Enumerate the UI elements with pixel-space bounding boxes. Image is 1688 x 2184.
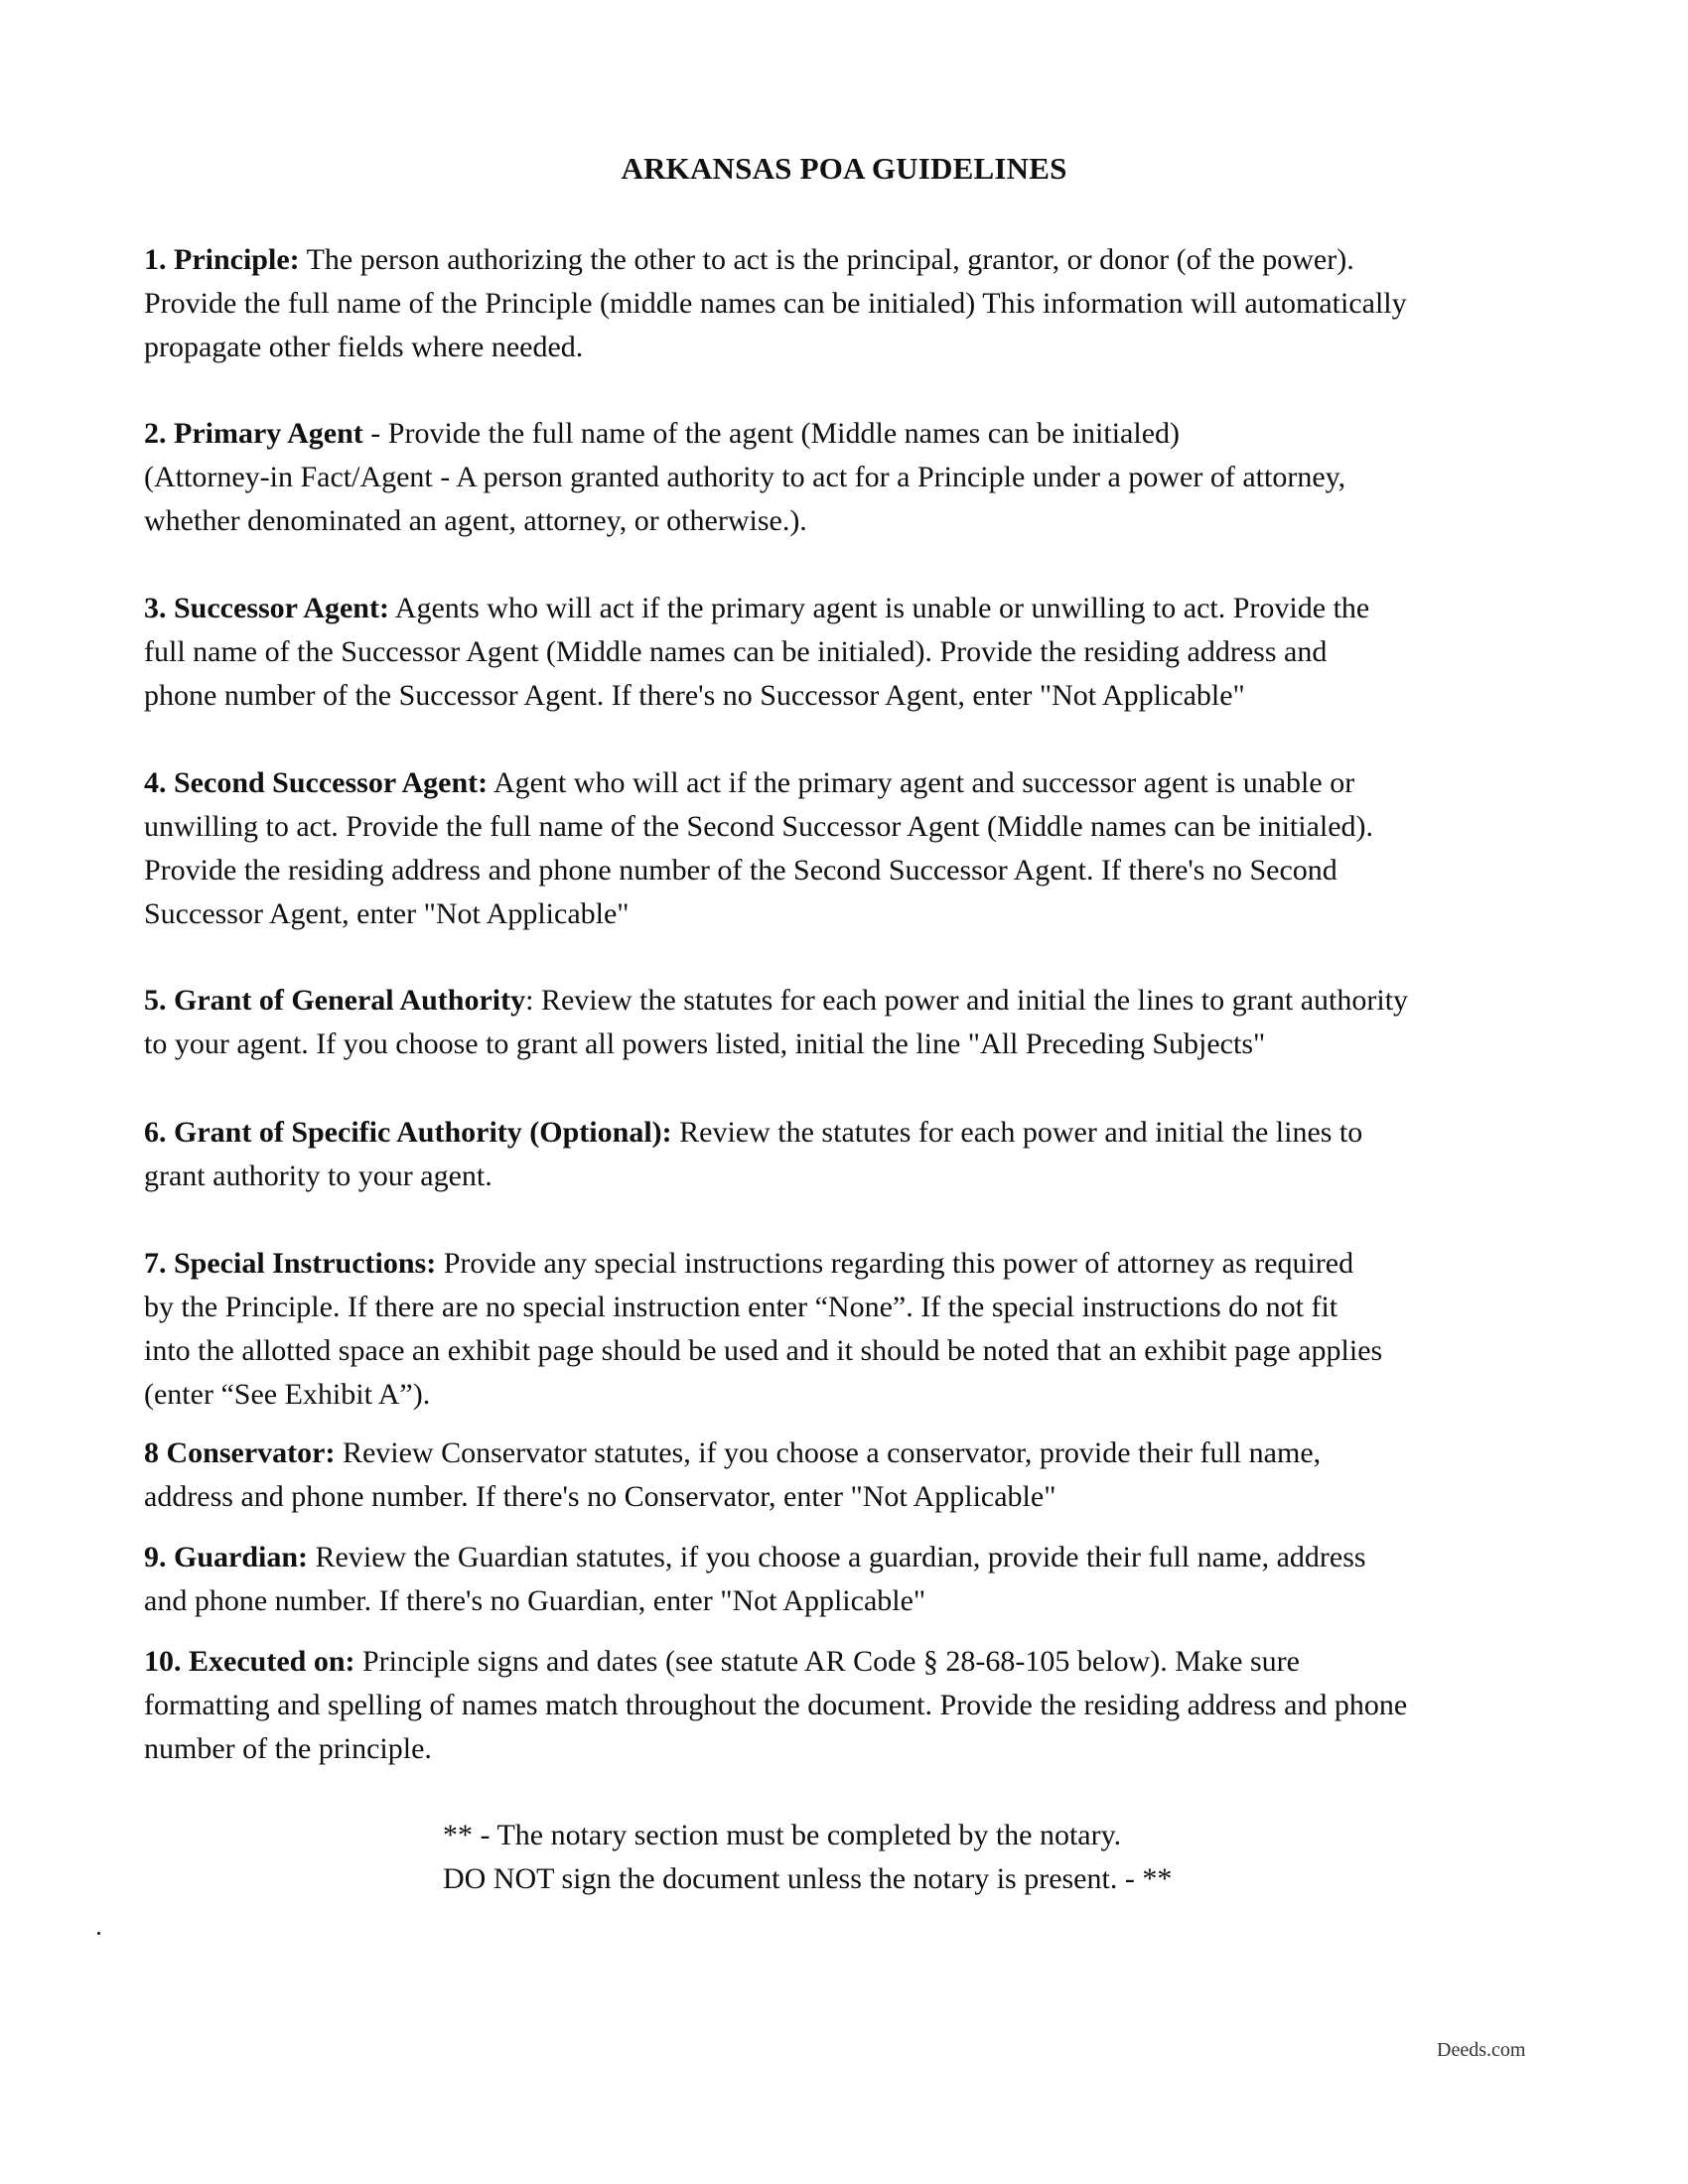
section-primary-agent — [144, 412, 1554, 543]
section-line: 8 Conservator: Review Conservator statutes, if you choose a conservator, provide their full name, — [144, 1436, 1322, 1469]
document-title: ARKANSAS POA GUIDELINES — [621, 151, 1067, 186]
section-successor-agent — [144, 587, 1554, 718]
section-heading: 3. Successor Agent: — [144, 592, 389, 624]
section-heading: 4. Second Successor Agent: — [144, 766, 489, 799]
section-line: 6. Grant of Specific Authority (Optional): Review the statutes for each power and initial the lines to — [144, 1116, 1363, 1149]
section-line: 10. Executed on: Principle signs and dates (see statute AR Code § 28-68-105 below). Make sure — [144, 1645, 1300, 1678]
section-heading: 1. Principle: — [144, 243, 300, 276]
section-line: unwilling to act. Provide the full name of the Second Successor Agent (Middle names can be initialed). — [144, 810, 1374, 843]
section-heading: 6. Grant of Specific Authority (Optional): — [144, 1116, 672, 1149]
stray-dot — [97, 1932, 100, 1935]
section-line: 9. Guardian: Review the Guardian statutes, if you choose a guardian, provide their full name, address — [144, 1541, 1366, 1573]
section-line: to your agent. If you choose to grant all powers listed, initial the line "All Preceding Subjects" — [144, 1027, 1266, 1060]
section-line: formatting and spelling of names match throughout the document. Provide the residing address and phone — [144, 1689, 1408, 1721]
section-line: Successor Agent, enter "Not Applicable" — [144, 897, 630, 930]
section-line: number of the principle. — [144, 1732, 432, 1765]
section-line: by the Principle. If there are no special instruction enter “None”. If the special instructions do not fit — [144, 1291, 1338, 1323]
section-line: (Attorney-in Fact/Agent - A person granted authority to act for a Principle under a power of attorney, — [144, 461, 1346, 493]
notary-notice-line: ** - The notary section must be completed by the notary. — [443, 1819, 1122, 1851]
section-line: address and phone number. If there's no Conservator, enter "Not Applicable" — [144, 1480, 1056, 1513]
section-executed-on — [144, 1640, 1554, 1771]
footer-brand: Deeds.com — [1437, 2039, 1526, 2061]
section-line: propagate other fields where needed. — [144, 331, 584, 363]
section-line: Provide the residing address and phone number of the Second Successor Agent. If there's no Second — [144, 854, 1337, 887]
section-line: 5. Grant of General Authority: Review the statutes for each power and initial the lines to grant authority — [144, 984, 1409, 1017]
section-line: 2. Primary Agent - Provide the full name of the agent (Middle names can be initialed) — [144, 417, 1181, 450]
section-special-instructions — [144, 1242, 1554, 1417]
section-line: (enter “See Exhibit A”). — [144, 1378, 431, 1411]
section-line: 3. Successor Agent: Agents who will act if the primary agent is unable or unwilling to act. Provide the — [144, 592, 1370, 624]
section-line: grant authority to your agent. — [144, 1160, 492, 1192]
section-line: and phone number. If there's no Guardian, enter "Not Applicable" — [144, 1584, 926, 1617]
section-line: Provide the full name of the Principle (middle names can be initialed) This information will automatically — [144, 287, 1407, 320]
section-line: 1. Principle: The person authorizing the other to act is the principal, grantor, or donor (of the power). — [144, 243, 1354, 276]
section-line: phone number of the Successor Agent. If there's no Successor Agent, enter "Not Applicable" — [144, 679, 1245, 712]
section-line: full name of the Successor Agent (Middle names can be initialed). Provide the residing address and — [144, 635, 1328, 668]
section-heading: 5. Grant of General Authority — [144, 984, 526, 1017]
section-heading: 7. Special Instructions: — [144, 1247, 437, 1280]
section-conservator — [144, 1432, 1554, 1519]
section-heading: 10. Executed on: — [144, 1645, 355, 1678]
section-principle — [144, 238, 1554, 369]
section-line: into the allotted space an exhibit page should be used and it should be noted that an exhibit page applies — [144, 1334, 1383, 1367]
notary-notice-line: DO NOT sign the document unless the notary is present. - ** — [443, 1862, 1173, 1895]
section-second-successor-agent — [144, 761, 1554, 936]
section-line: 4. Second Successor Agent: Agent who will act if the primary agent and successor agent is unable or — [144, 766, 1355, 799]
section-line: whether denominated an agent, attorney, or otherwise.). — [144, 504, 807, 537]
notary-notice — [443, 1814, 1172, 1901]
section-specific-authority — [144, 1111, 1554, 1198]
section-line: 7. Special Instructions: Provide any special instructions regarding this power of attorney as required — [144, 1247, 1354, 1280]
section-heading: 8 Conservator: — [144, 1436, 336, 1469]
section-general-authority — [144, 979, 1554, 1066]
section-guardian — [144, 1536, 1554, 1623]
section-heading: 9. Guardian: — [144, 1541, 309, 1573]
section-heading: 2. Primary Agent — [144, 417, 363, 450]
